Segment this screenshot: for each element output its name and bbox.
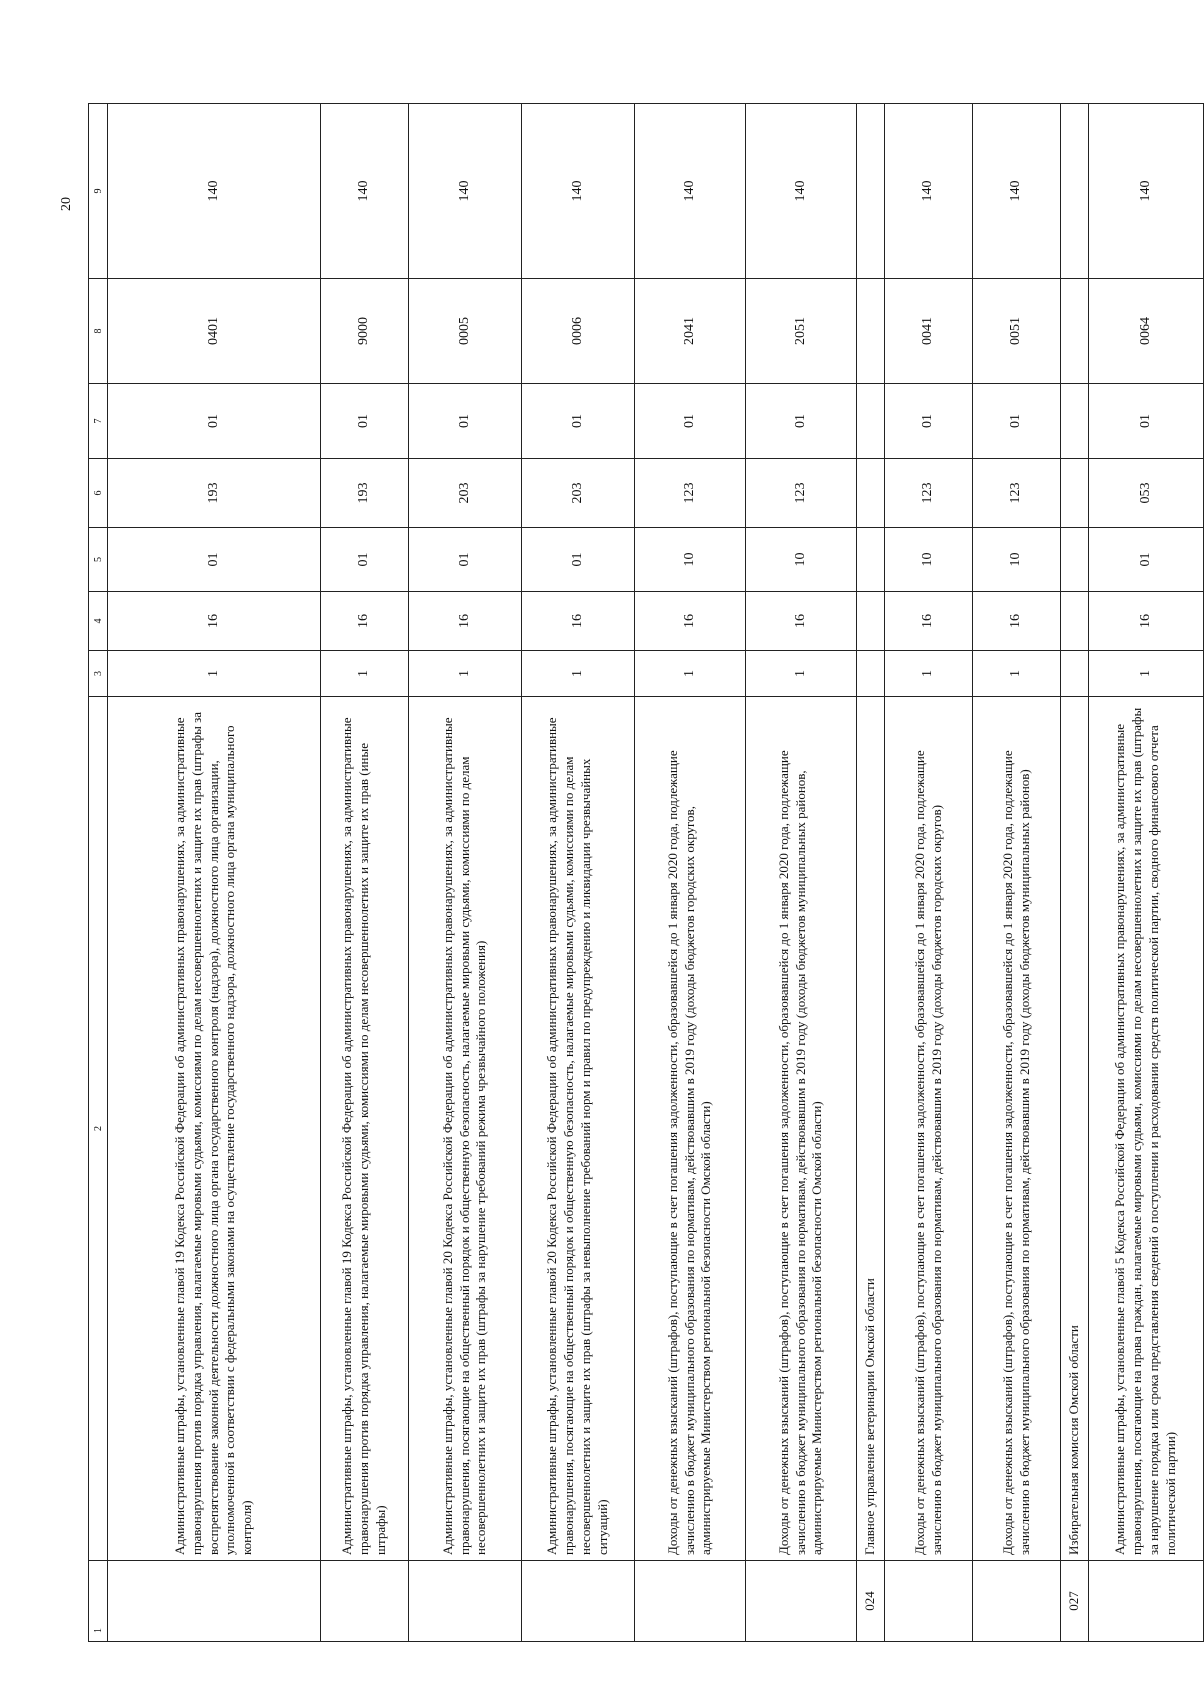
subarticle-cell: 123 xyxy=(635,459,746,528)
article-cell xyxy=(1061,528,1089,592)
column-header-5: 5 xyxy=(89,528,108,592)
classification-cell: 140 xyxy=(409,104,522,279)
subarticle-cell: 123 xyxy=(746,459,857,528)
subarticle-cell xyxy=(1061,459,1089,528)
group-cell xyxy=(857,651,885,697)
subgroup-cell xyxy=(1061,592,1089,651)
subgroup-cell: 16 xyxy=(108,592,321,651)
section-row xyxy=(857,104,885,1642)
element-cell: 01 xyxy=(409,384,522,459)
column-header-2: 2 xyxy=(89,697,108,1561)
subarticle-cell: 053 xyxy=(1089,459,1204,528)
element-cell: 01 xyxy=(1089,384,1204,459)
element-cell xyxy=(1061,384,1089,459)
table-row xyxy=(522,104,635,1642)
subgroup-cell: 16 xyxy=(321,592,409,651)
column-header-8: 8 xyxy=(89,279,108,384)
group-cell: 1 xyxy=(746,651,857,697)
group-cell: 1 xyxy=(522,651,635,697)
article-cell: 10 xyxy=(885,528,973,592)
element-cell: 01 xyxy=(108,384,321,459)
classification-cell: 140 xyxy=(1089,104,1204,279)
description-cell: Административные штрафы, установленные главой 19 Кодекса Российской Федерации об административных правонарушениях, за административные правонарушения против порядка управления, налагаемые мировыми судьями, комиссиями по делам несовершеннолетних и защите их прав (иные штрафы) xyxy=(321,697,409,1561)
subarticle-cell: 193 xyxy=(108,459,321,528)
column-header-9: 9 xyxy=(89,104,108,279)
article-cell: 10 xyxy=(973,528,1061,592)
subgroup-cell: 16 xyxy=(635,592,746,651)
element-cell: 01 xyxy=(973,384,1061,459)
group-cell: 1 xyxy=(321,651,409,697)
admin-code-cell xyxy=(1089,1561,1204,1642)
section-row xyxy=(1061,104,1089,1642)
table-row xyxy=(635,104,746,1642)
table-row xyxy=(321,104,409,1642)
description-cell: Избирательная комиссия Омской области xyxy=(1061,697,1089,1561)
program-code-cell: 2051 xyxy=(746,279,857,384)
description-cell: Главное управление ветеринарии Омской области xyxy=(857,697,885,1561)
program-code-cell: 0401 xyxy=(108,279,321,384)
description-cell: Административные штрафы, установленные главой 19 Кодекса Российской Федерации об административных правонарушениях, за административные правонарушения против порядка управления, налагаемые мировыми судьями, комиссиями по делам несовершеннолетних и защите их прав (штрафы за воспрепятствование законной деятельности должностного лица органа государственного контроля (надзора), должностного лица организации, уполномоченной в соответствии с федеральными законами на осуществление государственного надзора, должностного лица органа муниципального контроля) xyxy=(108,697,321,1561)
page-number: 20 xyxy=(59,197,74,211)
program-code-cell: 0051 xyxy=(973,279,1061,384)
element-cell xyxy=(857,384,885,459)
table-row xyxy=(108,104,321,1642)
group-cell xyxy=(1061,651,1089,697)
article-cell: 01 xyxy=(321,528,409,592)
program-code-cell: 0006 xyxy=(522,279,635,384)
column-header-6: 6 xyxy=(89,459,108,528)
table-row xyxy=(1089,104,1204,1642)
rotated-table-wrapper xyxy=(88,104,1178,1642)
group-cell: 1 xyxy=(409,651,522,697)
table-row xyxy=(746,104,857,1642)
article-cell: 01 xyxy=(108,528,321,592)
classification-cell: 140 xyxy=(885,104,973,279)
subarticle-cell: 193 xyxy=(321,459,409,528)
table-row xyxy=(973,104,1061,1642)
classification-cell: 140 xyxy=(635,104,746,279)
article-cell: 10 xyxy=(746,528,857,592)
program-code-cell: 2041 xyxy=(635,279,746,384)
group-cell: 1 xyxy=(973,651,1061,697)
column-header-3: 3 xyxy=(89,651,108,697)
admin-code-cell xyxy=(108,1561,321,1642)
subarticle-cell: 123 xyxy=(885,459,973,528)
admin-code-cell xyxy=(746,1561,857,1642)
program-code-cell: 0041 xyxy=(885,279,973,384)
admin-code-cell xyxy=(885,1561,973,1642)
element-cell: 01 xyxy=(635,384,746,459)
article-cell: 01 xyxy=(1089,528,1204,592)
program-code-cell: 0064 xyxy=(1089,279,1204,384)
element-cell: 01 xyxy=(321,384,409,459)
element-cell: 01 xyxy=(522,384,635,459)
subarticle-cell: 203 xyxy=(522,459,635,528)
classification-cell xyxy=(857,104,885,279)
admin-code-cell xyxy=(522,1561,635,1642)
admin-code-cell xyxy=(321,1561,409,1642)
subgroup-cell: 16 xyxy=(973,592,1061,651)
admin-code-cell: 024 xyxy=(857,1561,885,1642)
classification-cell: 140 xyxy=(321,104,409,279)
column-header-1: 1 xyxy=(89,1561,108,1642)
subgroup-cell: 16 xyxy=(746,592,857,651)
element-cell: 01 xyxy=(885,384,973,459)
column-header-4: 4 xyxy=(89,592,108,651)
description-cell: Доходы от денежных взысканий (штрафов), поступающие в счет погашения задолженности, образовавшейся до 1 января 2020 года, подлежащие зачислению в бюджет муниципального образования по нормативам, действовавшим в 2019 году (доходы бюджетов городских округов, администрируемые Министерством региональной безопасности Омской области) xyxy=(635,697,746,1561)
group-cell: 1 xyxy=(108,651,321,697)
table-row xyxy=(409,104,522,1642)
program-code-cell xyxy=(1061,279,1089,384)
group-cell: 1 xyxy=(1089,651,1204,697)
element-cell: 01 xyxy=(746,384,857,459)
article-cell: 01 xyxy=(522,528,635,592)
group-cell: 1 xyxy=(635,651,746,697)
article-cell: 10 xyxy=(635,528,746,592)
description-cell: Доходы от денежных взысканий (штрафов), поступающие в счет погашения задолженности, образовавшейся до 1 января 2020 года, подлежащие зачислению в бюджет муниципального образования по нормативам, действовавшим в 2019 году (доходы бюджетов муниципальных районов) xyxy=(973,697,1061,1561)
article-cell xyxy=(857,528,885,592)
subgroup-cell: 16 xyxy=(885,592,973,651)
table-container xyxy=(88,104,1178,1642)
admin-code-cell xyxy=(973,1561,1061,1642)
subarticle-cell: 123 xyxy=(973,459,1061,528)
column-header-row xyxy=(89,104,108,1642)
admin-code-cell xyxy=(635,1561,746,1642)
description-cell: Административные штрафы, установленные главой 5 Кодекса Российской Федерации об административных правонарушениях, за административные правонарушения, посягающие на права граждан, налагаемые мировыми судьями, комиссиями по делам несовершеннолетних и защите их прав (штрафы за нарушение порядка или срока представления сведений о поступлении и расходовании средств политической партии, сводного финансового отчета политической партии) xyxy=(1089,697,1204,1561)
admin-code-cell xyxy=(409,1561,522,1642)
program-code-cell xyxy=(857,279,885,384)
program-code-cell: 0005 xyxy=(409,279,522,384)
subgroup-cell: 16 xyxy=(409,592,522,651)
description-cell: Административные штрафы, установленные главой 20 Кодекса Российской Федерации об административных правонарушениях, за административные правонарушения, посягающие на общественный порядок и общественную безопасность, налагаемые мировыми судьями, комиссиями по делам несовершеннолетних и защите их прав (штрафы за невыполнение требований норм и правил по предупреждению и ликвидации чрезвычайных ситуаций) xyxy=(522,697,635,1561)
article-cell: 01 xyxy=(409,528,522,592)
group-cell: 1 xyxy=(885,651,973,697)
classification-cell: 140 xyxy=(746,104,857,279)
subarticle-cell: 203 xyxy=(409,459,522,528)
subgroup-cell: 16 xyxy=(1089,592,1204,651)
subgroup-cell xyxy=(857,592,885,651)
column-header-7: 7 xyxy=(89,384,108,459)
description-cell: Доходы от денежных взысканий (штрафов), поступающие в счет погашения задолженности, образовавшейся до 1 января 2020 года, подлежащие зачислению в бюджет муниципального образования по нормативам, действовавшим в 2019 году (доходы бюджетов муниципальных районов, администрируемые Министерством региональной безопасности Омской области) xyxy=(746,697,857,1561)
description-cell: Доходы от денежных взысканий (штрафов), поступающие в счет погашения задолженности, образовавшейся до 1 января 2020 года, подлежащие зачислению в бюджет муниципального образования по нормативам, действовавшим в 2019 году (доходы бюджетов городских округов) xyxy=(885,697,973,1561)
table-row xyxy=(885,104,973,1642)
classification-cell: 140 xyxy=(108,104,321,279)
program-code-cell: 9000 xyxy=(321,279,409,384)
classification-cell xyxy=(1061,104,1089,279)
subgroup-cell: 16 xyxy=(522,592,635,651)
classification-cell: 140 xyxy=(973,104,1061,279)
admin-code-cell: 027 xyxy=(1061,1561,1089,1642)
classification-cell: 140 xyxy=(522,104,635,279)
revenue-codes-table xyxy=(88,103,1204,1642)
description-cell: Административные штрафы, установленные главой 20 Кодекса Российской Федерации об административных правонарушениях, за административные правонарушения, посягающие на общественный порядок и общественную безопасность, налагаемые мировыми судьями, комиссиями по делам несовершеннолетних и защите их прав (штрафы за нарушение требований режима чрезвычайного положения) xyxy=(409,697,522,1561)
subarticle-cell xyxy=(857,459,885,528)
